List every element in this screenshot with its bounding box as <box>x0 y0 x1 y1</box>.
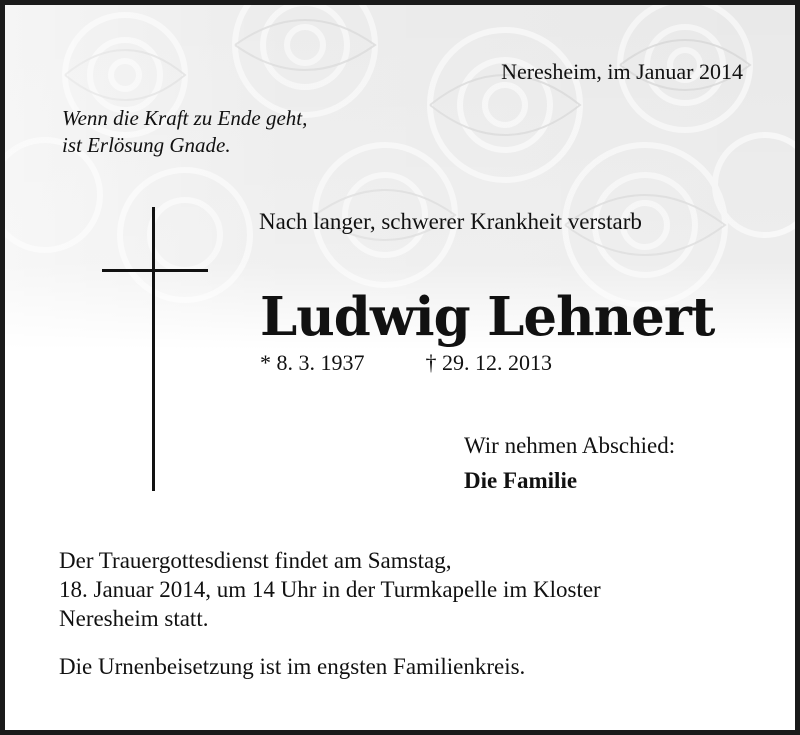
urn-burial-note: Die Urnenbeisetzung ist im engsten Familienkreis. <box>59 654 526 679</box>
deceased-name: Ludwig Lehnert <box>260 286 715 348</box>
service-line-1: Der Trauergottesdienst findet am Samstag, <box>59 548 452 573</box>
latin-cross-icon <box>102 207 208 491</box>
memorial-quote <box>62 105 307 159</box>
death-date: † 29. 12. 2013 <box>425 350 552 375</box>
service-line-2: 18. Januar 2014, um 14 Uhr in der Turmkapelle im Kloster <box>59 577 601 602</box>
birth-date: * 8. 3. 1937 <box>260 350 365 375</box>
life-dates <box>260 350 552 376</box>
funeral-service-info <box>59 546 601 633</box>
intro-text: Nach langer, schwerer Krankheit verstarb <box>259 209 642 234</box>
place-date: Neresheim, im Januar 2014 <box>501 59 743 84</box>
quote-line-2: ist Erlösung Gnade. <box>62 133 231 157</box>
quote-line-1: Wenn die Kraft zu Ende geht, <box>62 106 308 130</box>
farewell-text: Wir nehmen Abschied: <box>464 433 676 458</box>
signature: Die Familie <box>464 468 578 493</box>
service-line-3: Neresheim statt. <box>59 606 209 631</box>
